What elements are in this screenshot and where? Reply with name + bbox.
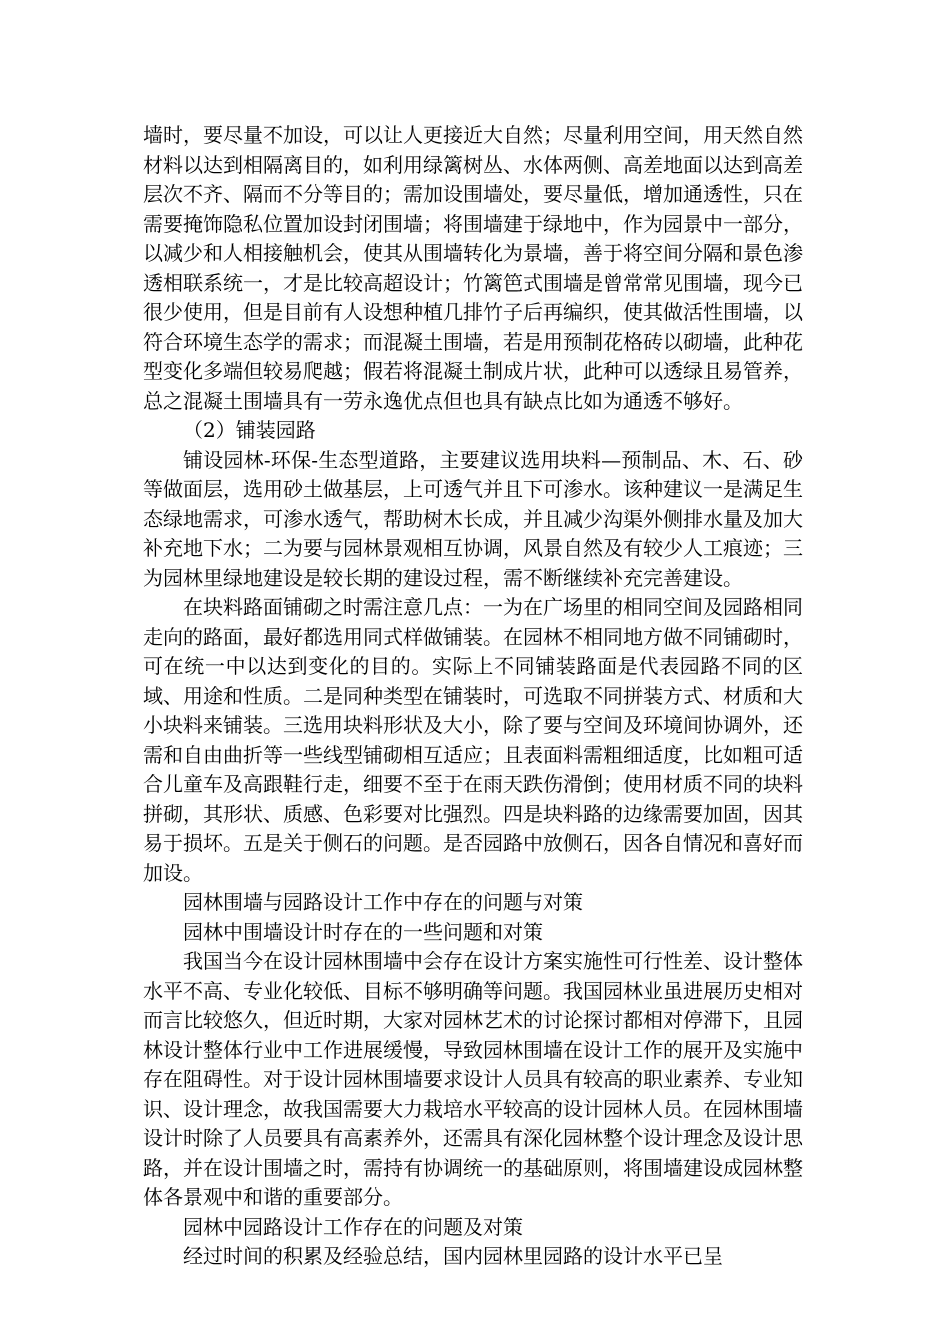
paragraph-eco-road: 铺设园林-环保-生态型道路，主要建议选用块料—预制品、木、石、砂等做面层，选用砂土做基层，上可透气并且下可渗水。该种建议一是满足生态绿地需求，可渗水透气，帮助树木长成，并且减少沟渠外侧排水量及加大补充地下水；二为要与园林景观相互协调，风景自然及有较少人工痕迹；三为园林里绿地建设是较长期的建设过程，需不断继续补充完善建设。 — [143, 447, 803, 590]
section-heading-road-problems: 园林中园路设计工作存在的问题及对策 — [183, 1214, 523, 1239]
paragraph-block-paving: 在块料路面铺砌之时需注意几点：一为在广场里的相同空间及园路相同走向的路面，最好都选用同式样做铺装。在园林不相同地方做不同铺砌时，可在统一中以达到变化的目的。实际上不同铺装路面是代表园路不同的区域、用途和性质。二是同种类型在铺装时，可选取不同拼装方式、材质和大小块料来铺装。三选用块料形状及大小，除了要与空间及环境间协调外，还需和自由曲折等一些线型铺砌相互适应；且表面料需粗细适度，比如粗可适合儿童车及高跟鞋行走，细要不至于在雨天跌伤滑倒；使用材质不同的块料拼砌，其形状、质感、色彩要对比强烈。四是块料路的边缘需要加固，因其易于损坏。五是关于侧石的问题。是否园路中放侧石，因各自情况和喜好而加设。 — [143, 595, 803, 885]
document-page — [143, 121, 803, 1272]
section-heading-wall-problems: 园林中围墙设计时存在的一些问题和对策 — [183, 919, 543, 944]
section-heading-paved-road: （2）铺装园路 — [183, 418, 316, 442]
section-heading-problems: 园林围墙与园路设计工作中存在的问题与对策 — [183, 890, 583, 914]
paragraph-wall-problems: 我国当今在设计园林围墙中会存在设计方案实施性可行性差、设计整体水平不高、专业化较低、目标不够明确等问题。我国园林业虽进展历史相对而言比较悠久，但近时期，大家对园林艺术的讨论探讨都相对停滞下，且园林设计整体行业中工作进展缓慢，导致园林围墙在设计工作的展开及实施中存在阻碍性。对于设计园林围墙要求设计人员具有较高的职业素养、专业知识、设计理念，故我国需要大力栽培水平较高的设计园林人员。在园林围墙设计时除了人员要具有高素养外，还需具有深化园林整个设计理念及设计思路，并在设计围墙之时，需持有协调统一的基础原则，将围墙建设成园林整体各景观中和谐的重要部分。 — [143, 949, 803, 1209]
paragraph-wall-design-continued: 墙时，要尽量不加设，可以让人更接近大自然；尽量利用空间，用天然自然材料以达到相隔离目的，如利用绿篱树丛、水体两侧、高差地面以达到高差层次不齐、隔而不分等目的；需加设围墙处，要尽量低，增加通透性，只在需要掩饰隐私位置加设封闭围墙；将围墙建于绿地中，作为园景中一部分，以减少和人相接触机会，使其从围墙转化为景墙，善于将空间分隔和景色渗透相联系统一，才是比较高超设计；竹篱笆式围墙是曾常常见围墙，现今已很少使用，但是目前有人设想种植几排竹子后再编织，使其做活性围墙，以符合环境生态学的需求；而混凝土围墙，若是用预制花格砖以砌墙，此种花型变化多端但较易爬越；假若将混凝土制成片状，此种可以透绿且易管养，总之混凝土围墙具有一劳永逸优点但也具有缺点比如为通透不够好。 — [143, 123, 803, 413]
paragraph-road-problems: 经过时间的积累及经验总结，国内园林里园路的设计水平已呈 — [183, 1244, 723, 1268]
